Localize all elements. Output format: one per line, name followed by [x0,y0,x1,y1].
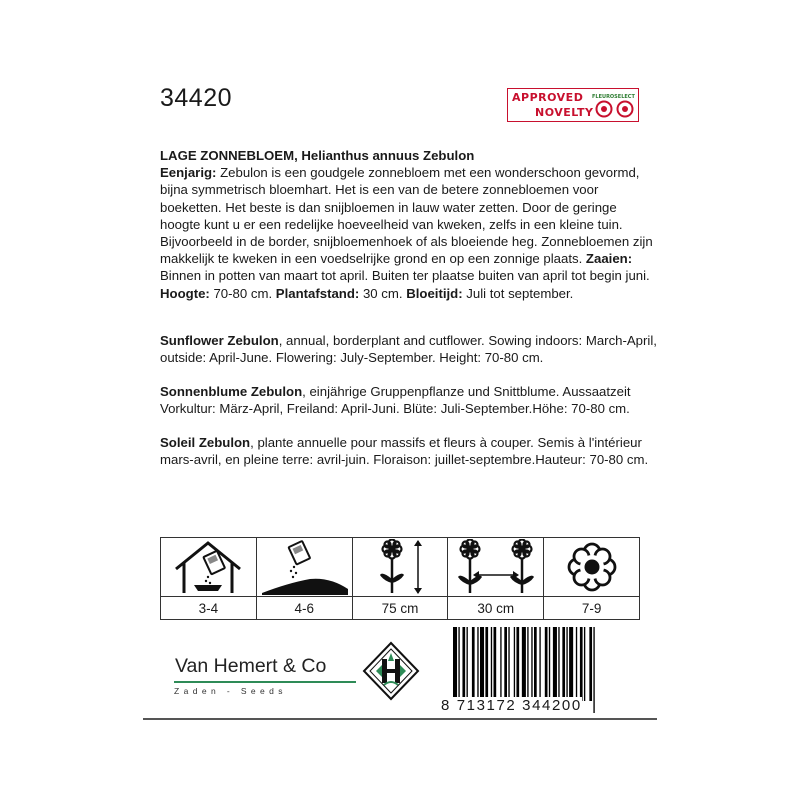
dutch-text-line: Zebulon is een goudgele zonnebloem met een wonderschoon gevormd, [216,165,640,181]
dutch-text-line: Bijvoorbeeld in de border, snijbloemenhoek of als bloeiende heg. Zonnebloemen zijn [160,234,653,250]
barcode-bar [534,627,537,701]
label-bloeitijd: Bloeitijd: [406,285,463,301]
icon-value-indoor-sowing: 3-4 [198,601,219,616]
hoogte-value: 70-80 cm. [209,285,276,301]
label-plantafstand: Plantafstand: [275,285,360,301]
dutch-text-line: bijna symmetrisch bloemhart. Het is een van de betere zonnebloemen voor [160,182,599,198]
barcode-bar [504,627,507,701]
barcode-bar [576,627,577,701]
german-name: Sonnenblume Zebulon [160,384,303,399]
icon-cell-plant-height [353,538,449,619]
barcode-bar [477,627,478,701]
barcode-bar [569,627,573,701]
label-zaaien: Zaaien: [582,251,633,267]
barcode-bar [539,627,540,701]
barcode-bar [558,627,559,701]
barcode-bar [562,627,565,701]
barcode-bar [553,627,557,701]
dutch-text-line: boeketten. Het beste is dan snijbloemen in lauw water zetten. Door de geringe [160,199,617,215]
german-text-line: , einjährige Gruppenpflanze und Snittblume. Aussaatzeit [302,384,631,399]
barcode-bar [467,627,468,701]
english-name: Sunflower Zebulon [160,333,279,348]
icon-value-outdoor-sowing: 4-6 [294,601,314,616]
barcode-bar [480,627,484,701]
company-name: Van Hemert & Co [175,655,327,677]
barcode-bar [522,627,526,701]
approved-novelty-badge [507,88,639,122]
barcode-bar [491,627,492,701]
english-text-line: outside: April-June. Flowering: July-September. Height: 70-80 cm. [160,350,544,366]
barcode-bar [584,627,585,701]
bloeitijd-value: Juli tot september. [462,285,574,301]
french-text-line: , plante annuelle pour massifs et fleurs à couper. Semis à l'intérieur [250,435,642,450]
plant-spacing-icon [450,539,542,595]
dutch-title: LAGE ZONNEBLOEM, Helianthus annuus Zebulon [160,148,475,163]
barcode-bar [580,627,583,701]
english-text-line: , annual, borderplant and cutflower. Sowing indoors: March-April, [278,333,657,348]
plantafstand-value: 30 cm. [359,285,407,301]
label-hoogte: Hoogte: [160,285,210,301]
barcode-bar [549,627,550,701]
french-name: Soleil Zebulon [160,435,251,450]
outdoor-sowing-icon [258,539,350,595]
dutch-text-line: Binnen in potten van maart tot april. Buiten ter plaatse buiten van april tot begin juni. [160,268,650,284]
icon-value-plant-spacing: 30 cm [477,601,515,616]
english-description [160,332,657,366]
article-number: 34420 [160,84,233,112]
barcode-bar [500,627,501,701]
barcode-bar [531,627,532,701]
french-text-line: mars-avril, en pleine terre: avril-juin. Floraison: juillet-septembre.Hauteur: 70-80 cm. [160,452,649,468]
badge-seal-text: FLEUROSELECT [592,94,635,100]
label-eenjarig: Eenjarig: [160,165,217,181]
icon-cell-flowering [544,538,639,619]
dutch-text-line: hoogte kunt u er een redelijke hoeveelheid van kweken, zelfs in een kleine tuin. [160,216,623,232]
company-tagline: Zaden - Seeds [174,686,287,696]
indoor-sowing-icon [162,539,254,595]
icon-value-plant-height: 75 cm [381,601,419,616]
dutch-text-line: makkelijk te kweken in een voedselrijke grond en op een zonnige plaats. [160,251,583,267]
barcode-bar [589,627,592,701]
cultivation-icons-table [160,537,640,620]
barcode-bar [566,627,567,701]
icon-cell-plant-spacing [448,538,544,619]
barcode-bar [508,627,509,701]
icon-cell-outdoor-sowing [257,538,353,619]
barcode-bar [494,627,497,701]
barcode-bar [472,627,475,701]
barcode-bar [462,627,465,701]
company-underline [174,681,356,683]
bottom-divider [143,718,657,720]
badge-novelty-text: NOVELTY [535,106,594,119]
german-description [160,383,640,417]
barcode-number: 8 713172 344200 [441,697,582,714]
dutch-description [160,147,653,302]
company-logo-icon [362,641,420,701]
german-text-line: Vorkultur: März-April, Freiland: April-Juni. Blüte: Juli-September.Höhe: 70-80 cm. [160,401,630,417]
barcode-bar [545,627,548,701]
icon-cell-indoor-sowing [161,538,257,619]
barcode-bar [485,627,488,701]
badge-approved-text: APPROVED [512,91,584,104]
barcode-bar [516,627,519,701]
flowering-icon [546,539,638,595]
barcode-bar [514,627,515,701]
icon-value-flowering: 7-9 [581,601,602,616]
fleuroselect-seal-icon [594,99,636,119]
barcode-bar [593,627,594,713]
french-description [160,434,649,468]
plant-height-icon [354,539,446,595]
